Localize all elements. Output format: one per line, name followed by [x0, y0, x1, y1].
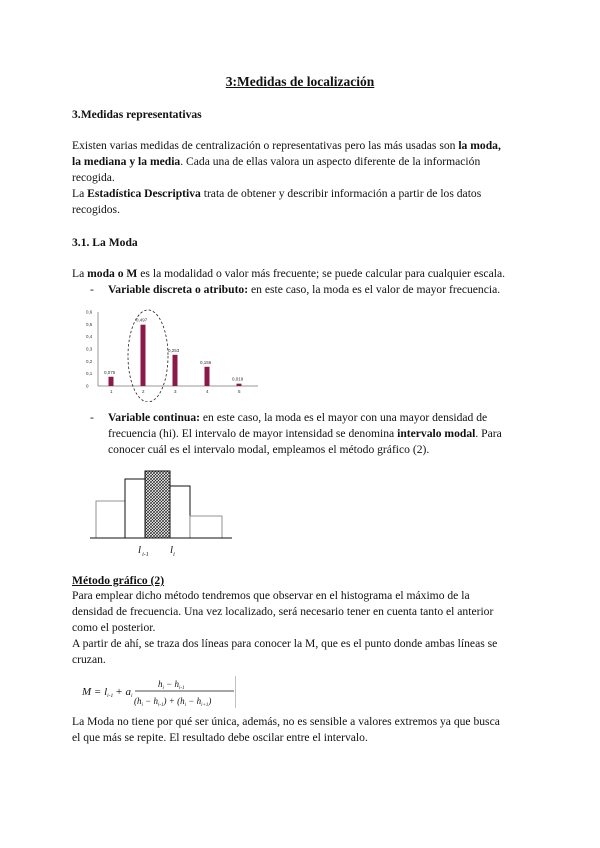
paragraph-line: La Moda no tiene por qué ser única, además, no es sensible a valores extremos ya que busca — [72, 715, 500, 728]
y-tick-label: 0,3 — [86, 346, 93, 352]
frequency-bar-chart — [84, 306, 264, 402]
bar-data-label: 0,253 — [168, 347, 180, 353]
paragraph-line: la mediana y la media. Cada una de ellas valora un aspecto diferente de la información — [72, 155, 481, 168]
y-tick-label: 0,4 — [86, 334, 93, 340]
x-tick-label: 1 — [110, 389, 113, 394]
paragraph-line: recogida. — [72, 171, 115, 184]
bar-data-label: 0,075 — [104, 369, 116, 375]
bullet-continuous: Variable continua: en este caso, la moda es el mayor con una mayor densidad de — [108, 411, 488, 424]
paragraph-line: densidad de frecuencia. Una vez localizado, será necesario tener en cuenta tanto el anterior — [72, 605, 494, 618]
y-tick-label: 0,6 — [86, 309, 93, 315]
bar-4 — [205, 367, 210, 386]
section-heading-moda: 3.1. La Moda — [72, 236, 138, 249]
modal-interval-histogram — [88, 470, 238, 562]
paragraph-line: el que más se repite. El resultado debe oscilar entre el intervalo. — [72, 731, 368, 744]
bar-5 — [237, 384, 242, 386]
x-tick-label: 3 — [174, 389, 177, 394]
x-tick-label: 5 — [238, 389, 241, 394]
x-tick-label: 2 — [142, 389, 145, 394]
bullet-discrete: Variable discreta o atributo: en este caso, la moda es el valor de mayor frecuencia. — [108, 283, 501, 296]
page-title: 3:Medidas de localización — [225, 74, 375, 89]
paragraph-line: como el posterior. — [72, 621, 156, 634]
paragraph-line: La Estadística Descriptiva trata de obtener y describir información a partir de los datos — [72, 187, 482, 200]
section-heading-representativas: 3.Medidas representativas — [72, 108, 202, 121]
paragraph-line: cruzan. — [72, 653, 106, 666]
bullet-dash: - — [90, 411, 94, 424]
bar-data-label: 0,156 — [200, 359, 212, 365]
paragraph-line: recogidos. — [72, 203, 120, 216]
y-tick-label: 0,2 — [86, 358, 93, 364]
section-heading-metodo-grafico: Método gráfico (2) — [72, 574, 165, 587]
histogram-bar-next — [170, 486, 190, 538]
bar-2 — [141, 325, 146, 386]
label-li: $l_i$ — [170, 544, 175, 558]
paragraph-line: La moda o M es la modalidad o valor más frecuente; se puede calcular para cualquier escala. — [72, 267, 505, 280]
mode-highlight-ellipse — [128, 310, 168, 402]
mode-formula — [80, 675, 238, 709]
formula-lhs: M = li-1 + ai — [82, 686, 133, 699]
y-tick-label: 0,1 — [86, 371, 93, 377]
paragraph-line: conocer cuál es el intervalo modal, empleamos el método gráfico (2). — [108, 443, 430, 456]
formula-numerator: $h_i - h_{i-1}$ — [158, 679, 185, 691]
paragraph-line: frecuencia (hi). El intervalo de mayor intensidad se denomina intervalo modal. Para — [108, 427, 502, 440]
paragraph-line: A partir de ahí, se traza dos líneas para conocer la M, que es el punto donde ambas líneas se — [72, 637, 498, 650]
histogram-bar — [190, 516, 222, 538]
paragraph-line: Existen varias medidas de centralización o representativas pero las más usadas son la moda, — [72, 139, 501, 152]
histogram-bar-previous — [125, 479, 145, 538]
bar-data-label: 0,019 — [232, 376, 244, 382]
x-tick-label: 4 — [206, 389, 209, 394]
bar-data-label: 0,497 — [136, 317, 148, 323]
bar-3 — [173, 355, 178, 386]
formula-denominator: $(h_i - h_{i-1}) + (h_i - h_{i+1})$ — [134, 696, 212, 708]
label-li-minus-1: $l_{i-1}$ — [138, 544, 149, 558]
y-tick-label: 0,5 — [86, 321, 93, 327]
bullet-dash: - — [90, 283, 94, 296]
paragraph-line: Para emplear dicho método tendremos que observar en el histograma el máximo de la — [72, 589, 470, 602]
bar-1 — [109, 377, 114, 386]
y-tick-label: 0 — [86, 383, 89, 389]
histogram-bar — [96, 501, 125, 538]
histogram-bar-modal — [145, 471, 170, 538]
